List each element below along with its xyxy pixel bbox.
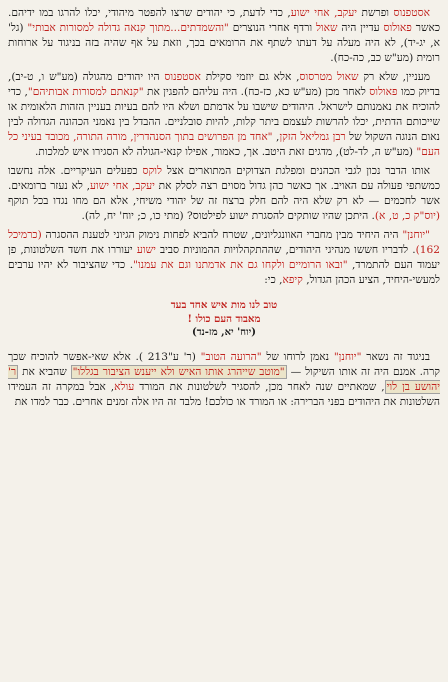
highlighted-term: פאולוס xyxy=(369,86,398,98)
text-run: בניגוד זה נשאר xyxy=(361,351,430,363)
highlighted-term: "אחד מן הפרושים בתוך הסנהדרין, מורה התורה, מכובד בעיני כל העם" xyxy=(8,131,440,158)
text-run: , שמאתיים שנה לאחר מכן, להסגיר לשלטונות את המורד xyxy=(134,381,385,393)
text-run: (גל' א, יג-יד), לא היה מעלה על דעתו לשתף את הרומאים בכך, וזאת על אף שהיה בזה בניגוד על ארוחות רומית (מע"ש כב, כה-כח). xyxy=(8,22,440,64)
highlighted-term: מתוך קנאה גדולה למסורות אבותי" xyxy=(27,22,171,34)
text-run: היה היחיד מבין מחברי האוונגליונים, שטרח להביא לפחות נימוק הגיוני לטענת ההסגרה xyxy=(41,229,403,241)
text-run: , xyxy=(272,131,280,143)
text-run: , כדי להוכיח את נאמנותם לישראל. היהודים שישבו על אדמתם ושלא היו להם בעיות בעניין הזהות הלאומית או שייכותם הדתית, יכלו להרשות לעצמם ביתר קלות, להיות סובלניים. ההבדל בין נאמני הכהונה הגדולה לבין נאום הנוגה השקול של xyxy=(8,86,440,143)
text-run: . כדי שהציבור לא יהיו ערבים למעשי-היחיד, הציע הכהן הגדול, xyxy=(8,259,440,286)
paragraph-2 xyxy=(8,70,440,160)
text-run: ורדף אחרי הנוצרים xyxy=(228,22,316,34)
text-run: יעוררו את חשד השלטונות, פן יעמוד העם להתמרד, xyxy=(8,244,440,271)
quote-source: (יוח' יא, מז-נד) xyxy=(191,327,257,338)
text-run: , אלא גם יוזמי סקילת xyxy=(200,71,300,83)
text-run: (מע"ש ה, לד-לט), מדגים זאת היטב. אך, כאמור, אפילו קנאי-הגולה לא הסגירו איש למלכות. xyxy=(35,146,417,158)
highlighted-term: אסטפנוס xyxy=(164,71,201,83)
block-quote xyxy=(8,298,440,340)
highlighted-term: אסטפנוס xyxy=(393,7,430,19)
highlighted-term: קיפא xyxy=(282,274,303,286)
highlighted-term: לוקס xyxy=(142,165,162,177)
text-run: נאמן לרוחו של xyxy=(261,351,334,363)
text-run: , לא נעזר ברומאים. אשר לחכמים — לא רק שלא היה להם חלק ברצח זה של יהודי משיחי, אלא הם מחו נגדו בכל תוקף xyxy=(8,180,440,207)
text-run: . לדבריו חששו מנהיגי היהודים, שההתקהלויות ההמוניות סביב xyxy=(155,244,416,256)
highlighted-term: "יוחנן" xyxy=(333,351,362,363)
highlighted-term: שאול מטרסוס xyxy=(299,71,359,83)
highlighted-term: שאול xyxy=(315,22,338,34)
paragraph-5 xyxy=(8,350,440,410)
highlighted-term: "והשמדתים... xyxy=(170,22,229,34)
text-run: לאחר מכן (מע"ש כא, כז-כח). היה עליהם להפגין את xyxy=(143,86,370,98)
highlighted-term: (יוס"ק כ, ט, א) xyxy=(374,210,440,222)
highlighted-term: "ובאו הרומיים ולקחו גם את אדמתנו וגם את עמנו" xyxy=(133,259,348,271)
highlighted-term: פאולוס xyxy=(383,22,412,34)
text-run: כפעלים העיקריים. אלה נחשבו כמשתפי פעולה עם האויב. אך כאשר כהן גדול מסוים רצה לסלק את xyxy=(8,165,440,192)
quote-line-2: מאבוד העם כולו ! xyxy=(187,313,261,325)
highlighted-term: "מוטב שייהרג אותו האיש ולא ייענש הציבור בגללו" xyxy=(72,366,285,378)
highlighted-term: ר' יהושע בן לוי xyxy=(8,366,440,393)
highlighted-term: "הרועה הטוב" xyxy=(200,351,262,363)
paragraph-1 xyxy=(8,6,440,66)
quote-line-1: טוב לנו מות איש אחד בעד xyxy=(170,299,278,311)
text-run: , כדי לדעת, כי יהודים שרצו להפטר מיהודי, יכלו להרגו במו ידיהם. כאשר xyxy=(8,7,440,34)
paragraph-4 xyxy=(8,228,440,288)
text-run: היו יהודים מהגולה (מע"ש ו, ט-יב), בדיוק כמו xyxy=(8,71,440,98)
paragraph-3 xyxy=(8,164,440,224)
text-run: , אבל במקרה זה העמידו השלטונות את היהודים בפני הברירה: או המורד או כולכם! מלבד זה היו אלה זמנים אחרים. כבר למדו את xyxy=(8,381,440,408)
text-run: ופרשת xyxy=(357,7,394,19)
highlighted-term: עולא xyxy=(114,381,135,393)
highlighted-term: "קנאתם למסורות אבותיהם" xyxy=(27,86,144,98)
highlighted-term: יעקב, אחי ישוע xyxy=(90,180,155,192)
highlighted-term: רבן גמליאל הזקן xyxy=(279,131,346,143)
text-run: מעניין, שלא רק xyxy=(358,71,430,83)
highlighted-term: יעקב, אחי ישוע xyxy=(290,7,358,19)
text-run: . היתכן שהיו שותקים להסגרת ישוע לפילטוס? (מתי כו, כ; יוח' יח, לה). xyxy=(81,210,375,222)
text-run: אותו הדבר נכון לגבי הכהנים ומפלגת הצדוקים המתוארים אצל xyxy=(161,165,431,177)
text-run: , כי: xyxy=(264,274,283,286)
highlighted-term: "יוחנן" xyxy=(402,229,430,241)
highlighted-term: (כרמיכל 162) xyxy=(8,229,440,256)
highlighted-term: ישוע xyxy=(136,244,156,256)
text-run: עדיין היה xyxy=(337,22,384,34)
text-run: שהביא את xyxy=(18,366,71,378)
text-run: (ר' ע"‎ 213). אלא שאי-אפשר להוכיח שכך קרה. אמנם היה זה אותו השיקול — xyxy=(8,351,440,378)
